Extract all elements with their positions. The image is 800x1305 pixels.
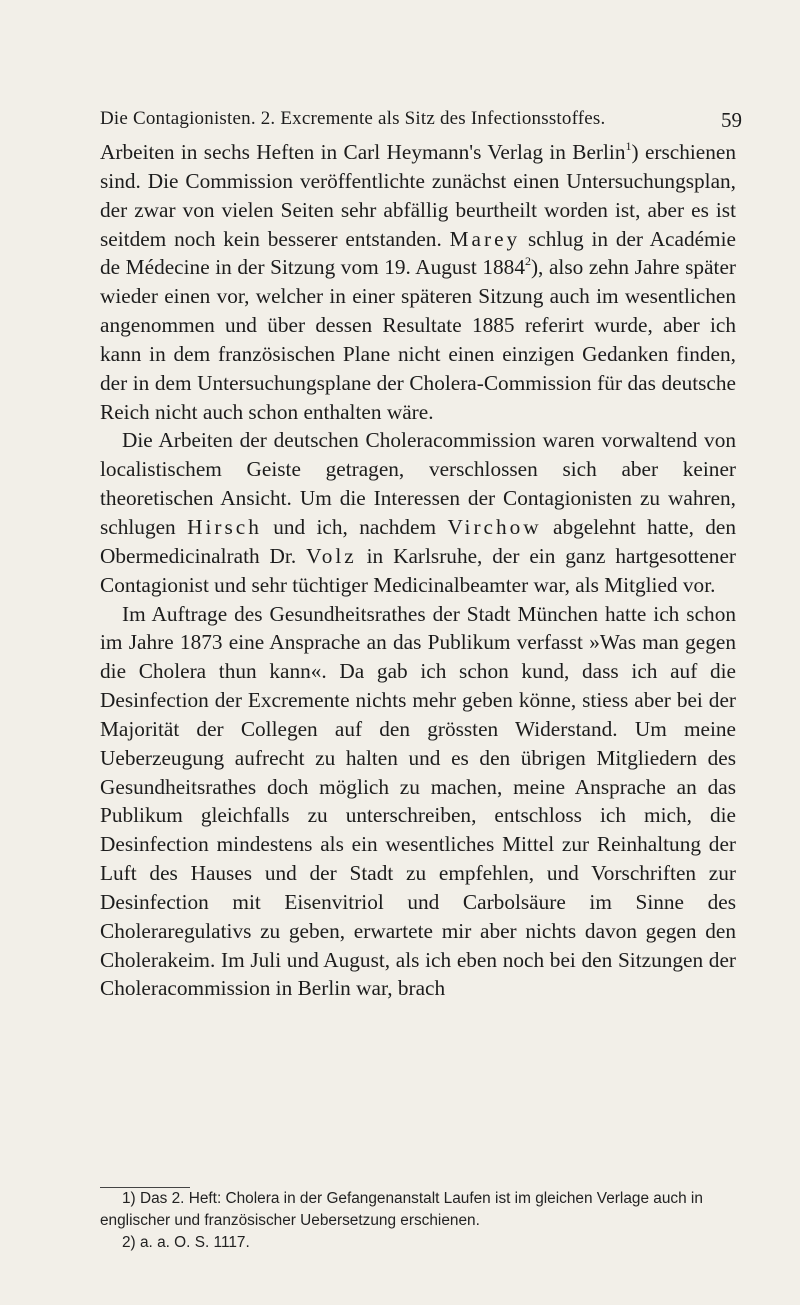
body-text [100,138,736,1003]
paragraph-1 [100,138,736,426]
footnotes [100,1188,736,1254]
paragraph-text: ) erschienen sind. Die Commission veröffentlichte zunächst einen Untersuchungsplan, der zwar von vielen Seiten sehr abfällig beurtheilt worden ist, aber es ist seitdem noch kein besserer entstanden. [100,140,736,251]
paragraph-text: Arbeiten in sechs Heften in Carl Heymann's Verlag in Berlin [100,140,626,164]
footnote-ref-1: 1 [625,139,632,153]
footnote-ref-2: 2 [524,254,531,269]
paragraph-text: in Karlsruhe, der ein ganz hartgesottener Contagionist und sehr tüchtiger Medicinalbeamter war, als Mitglied vor. [100,543,736,597]
running-head: Die Contagionisten. 2. Excremente als Sitz des Infectionsstoffes. [100,108,606,129]
footnote-1: 1) Das 2. Heft: Cholera in der Gefangenanstalt Laufen ist im gleichen Verlage auch in englischer und französischer Uebersetzung erschienen. [100,1190,703,1229]
paragraph-text: ), also zehn Jahre später wieder einen vor, welcher in einer späteren Sitzung auch im wesentlichen angenommen und über dessen Resultate 1885 referirt wurde, aber ich kann in dem französischen Plane nicht einen einzigen Gedanken finden, der in dem Untersuchungsplane der Cholera-Commission für das deutsche Reich nicht auch schon enthalten wäre. [100,255,736,424]
paragraph-text: abgelehnt hatte, den Obermedicinalrath Dr. [100,514,736,568]
author-name-hirsch: Hirsch [187,514,262,539]
paragraph-text: schlug in der Académie de Médecine in der Sitzung vom 19. August 1884 [100,226,736,280]
paragraph-2 [100,426,736,599]
paragraph-text: Die Arbeiten der deutschen Choleracommission waren vorwaltend von localistischem Geiste getragen, verschlossen sich aber keiner theoretischen Ansicht. Um die Interessen der Contagionisten zu wahren, schlugen [100,428,736,539]
paragraph-3: Im Auftrage des Gesundheitsrathes der Stadt München hatte ich schon im Jahre 1873 eine Ansprache an das Publikum verfasst »Was man gegen die Cholera thun kann«. Da gab ich schon kund, dass ich auf die Desinfection der Excremente nichts mehr geben könne, stiess aber bei der Majorität der Collegen auf den grössten Widerstand. Um meine Ueberzeugung aufrecht zu halten und es den übrigen Mitgliedern des Gesundheitsrathes doch möglich zu machen, meine Ansprache an das Publikum gleichfalls zu unterschreiben, entschloss ich mich, die Desinfection mindestens als ein wesentliches Mittel zur Reinhaltung der Luft des Hauses und der Stadt zu empfehlen, und Vorschriften zur Desinfection mit Eisenvitriol und Carbolsäure im Sinne des Choleraregulativs zu geben, erwartete mir aber nichts davon gegen den Cholerakeim. Im Juli und August, als ich eben noch bei den Sitzungen der Choleracommission in Berlin war, brach [100,601,736,1001]
author-name-volz: Volz [306,543,357,568]
page-header [100,108,742,134]
page-number: 59 [721,108,742,132]
footnote-2: 2) a. a. O. S. 1117. [122,1234,250,1251]
paragraph-text: und ich, nachdem [261,514,437,539]
author-name-marey: Marey [449,226,521,251]
author-name-virchow: Virchow [447,514,542,539]
